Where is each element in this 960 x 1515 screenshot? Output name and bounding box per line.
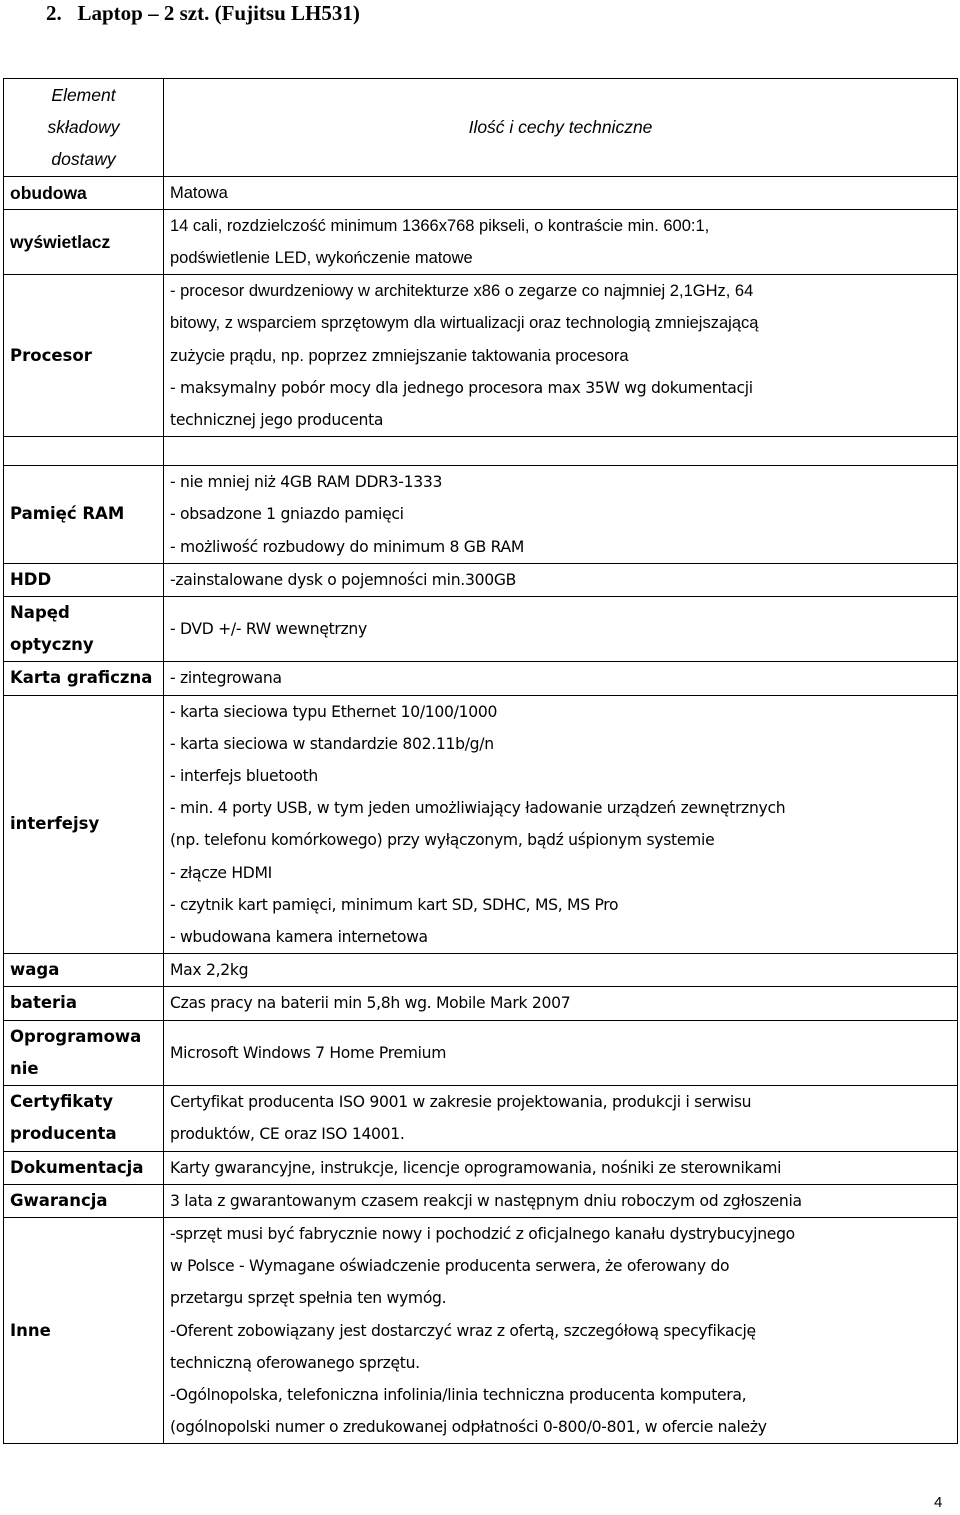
table-row <box>4 209 958 274</box>
header-left-line: dostawy <box>51 149 116 170</box>
row-label <box>4 662 164 695</box>
row-value-line: - nie mniej niż 4GB RAM DDR3-1333 <box>170 473 443 492</box>
row-label <box>4 275 164 437</box>
table-row <box>4 987 958 1020</box>
row-value-line: produktów, CE oraz ISO 14001. <box>170 1125 405 1144</box>
row-value <box>164 954 958 987</box>
row-value <box>164 1217 958 1443</box>
row-label <box>4 1020 164 1085</box>
section-heading: 2. Laptop – 2 szt. (Fujitsu LH531) <box>46 1 360 25</box>
row-label-line: Karta graficzna <box>10 668 153 688</box>
row-value-line: Microsoft Windows 7 Home Premium <box>170 1043 447 1062</box>
row-label-line: Dokumentacja <box>10 1157 144 1177</box>
row-label <box>4 466 164 564</box>
row-label-line: Gwarancja <box>10 1190 108 1210</box>
row-value-line: Max 2,2kg <box>170 961 249 980</box>
page-number: 4 <box>934 1494 943 1511</box>
row-label-line: Inne <box>10 1320 51 1340</box>
row-value <box>164 209 958 274</box>
row-label-line: bateria <box>10 993 77 1013</box>
row-value-line: - obsadzone 1 gniazdo pamięci <box>170 505 404 524</box>
row-label-line: wyświetlacz <box>10 231 111 252</box>
spacer-cell <box>164 437 958 466</box>
row-value-line: - interfejs bluetooth <box>170 767 319 786</box>
row-label-line: interfejsy <box>10 814 100 834</box>
row-label-line: HDD <box>10 569 52 589</box>
row-value-line: przetargu sprzęt spełnia ten wymóg. <box>170 1289 447 1308</box>
row-value-line: - maksymalny pobór mocy dla jednego procesora max 35W wg dokumentacji <box>170 378 753 397</box>
row-label-line: waga <box>10 960 60 980</box>
row-value-line: zużycie prądu, np. poprzez zmniejszanie taktowania procesora <box>170 346 629 365</box>
spec-rows <box>4 176 958 1444</box>
row-label <box>4 597 164 662</box>
row-label-line: Pamięć RAM <box>10 504 125 524</box>
row-label-line: Oprogramowa <box>10 1026 142 1046</box>
row-label-line: Certyfikaty <box>10 1092 114 1112</box>
table-row <box>4 563 958 596</box>
row-value-line: -Oferent zobowiązany jest dostarczyć wraz z ofertą, szczegółową specyfikację <box>170 1321 756 1340</box>
row-value-line: -zainstalowane dysk o pojemności min.300GB <box>170 570 517 589</box>
row-value-line: podświetlenie LED, wykończenie matowe <box>170 249 473 268</box>
spec-table <box>3 78 958 1444</box>
table-row <box>4 954 958 987</box>
row-value-line: - czytnik kart pamięci, minimum kart SD, SDHC, MS, MS Pro <box>170 895 619 914</box>
row-value <box>164 987 958 1020</box>
row-value-line: (ogólnopolski numer o zredukowanej odpłatności 0-800/0-801, w ofercie należy <box>170 1418 767 1437</box>
row-value-line: bitowy, z wsparciem sprzętowym dla wirtualizacji oraz technologią zmniejszającą <box>170 314 759 333</box>
header-left <box>4 79 164 177</box>
row-value <box>164 597 958 662</box>
row-value-line: 14 cali, rozdzielczość minimum 1366x768 pikseli, o kontraście min. 600:1, <box>170 216 710 235</box>
table-header-row <box>4 79 958 177</box>
row-label-line: Procesor <box>10 345 92 365</box>
table-row <box>4 1217 958 1443</box>
header-right: Ilość i cechy techniczne <box>164 79 958 177</box>
row-value-line: techniczną oferowanego sprzętu. <box>170 1353 420 1372</box>
row-value-line: - możliwość rozbudowy do minimum 8 GB RAM <box>170 537 525 556</box>
table-row <box>4 466 958 564</box>
table-row <box>4 176 958 209</box>
row-value-line: - karta sieciowa w standardzie 802.11b/g/n <box>170 734 494 753</box>
row-label-line: obudowa <box>10 182 87 203</box>
row-value-line: - karta sieciowa typu Ethernet 10/100/1000 <box>170 702 498 721</box>
table-row <box>4 1184 958 1217</box>
row-label <box>4 176 164 209</box>
table-row <box>4 275 958 437</box>
row-value-line: - wbudowana kamera internetowa <box>170 928 428 947</box>
row-value-line: - procesor dwurdzeniowy w architekturze x86 o zegarze co najmniej 2,1GHz, 64 <box>170 282 754 301</box>
row-value-line: -Ogólnopolska, telefoniczna infolinia/linia techniczna producenta komputera, <box>170 1385 747 1404</box>
row-label <box>4 1217 164 1443</box>
row-label <box>4 1086 164 1151</box>
table-row <box>4 695 958 954</box>
table-row <box>4 662 958 695</box>
row-value <box>164 275 958 437</box>
row-value <box>164 176 958 209</box>
row-label <box>4 209 164 274</box>
row-value <box>164 1151 958 1184</box>
row-value <box>164 1020 958 1085</box>
table-row <box>4 1086 958 1151</box>
row-label <box>4 1151 164 1184</box>
row-value <box>164 466 958 564</box>
row-value-line: - DVD +/- RW wewnętrzny <box>170 620 367 639</box>
row-value-line: - złącze HDMI <box>170 863 272 882</box>
row-value-line: Karty gwarancyjne, instrukcje, licencje oprogramowania, nośniki ze sterownikami <box>170 1158 782 1177</box>
row-label <box>4 563 164 596</box>
table-row <box>4 1020 958 1085</box>
row-value <box>164 1184 958 1217</box>
row-label-line: nie <box>10 1058 39 1078</box>
row-label-line: optyczny <box>10 635 94 655</box>
spacer-row <box>4 437 958 466</box>
row-value-line: - min. 4 porty USB, w tym jeden umożliwiający ładowanie urządzeń zewnętrznych <box>170 799 786 818</box>
row-value-line: 3 lata z gwarantowanym czasem reakcji w następnym dniu roboczym od zgłoszenia <box>170 1191 802 1210</box>
row-label <box>4 954 164 987</box>
row-value-line: Matowa <box>170 183 228 202</box>
row-label <box>4 1184 164 1217</box>
row-value <box>164 695 958 954</box>
table-row <box>4 1151 958 1184</box>
row-label-line: producenta <box>10 1124 117 1144</box>
row-value-line: Czas pracy na baterii min 5,8h wg. Mobile Mark 2007 <box>170 994 571 1013</box>
row-value <box>164 563 958 596</box>
row-value-line: (np. telefonu komórkowego) przy wyłączonym, bądź uśpionym systemie <box>170 831 715 850</box>
row-value-line: technicznej jego producenta <box>170 411 384 430</box>
row-value-line: Certyfikat producenta ISO 9001 w zakresie projektowania, produkcji i serwisu <box>170 1093 752 1112</box>
row-label-line: Napęd <box>10 603 70 623</box>
table-row <box>4 597 958 662</box>
row-value <box>164 662 958 695</box>
row-value <box>164 1086 958 1151</box>
header-left-line: Element <box>51 85 116 105</box>
row-value-line: w Polsce - Wymagane oświadczenie producenta serwera, że oferowany do <box>170 1257 730 1276</box>
row-value-line: -sprzęt musi być fabrycznie nowy i pochodzić z oficjalnego kanału dystrybucyjnego <box>170 1224 795 1243</box>
row-label <box>4 987 164 1020</box>
row-value-line: - zintegrowana <box>170 669 282 688</box>
header-left-line: składowy <box>47 117 120 138</box>
spacer-cell <box>4 437 164 466</box>
row-label <box>4 695 164 954</box>
